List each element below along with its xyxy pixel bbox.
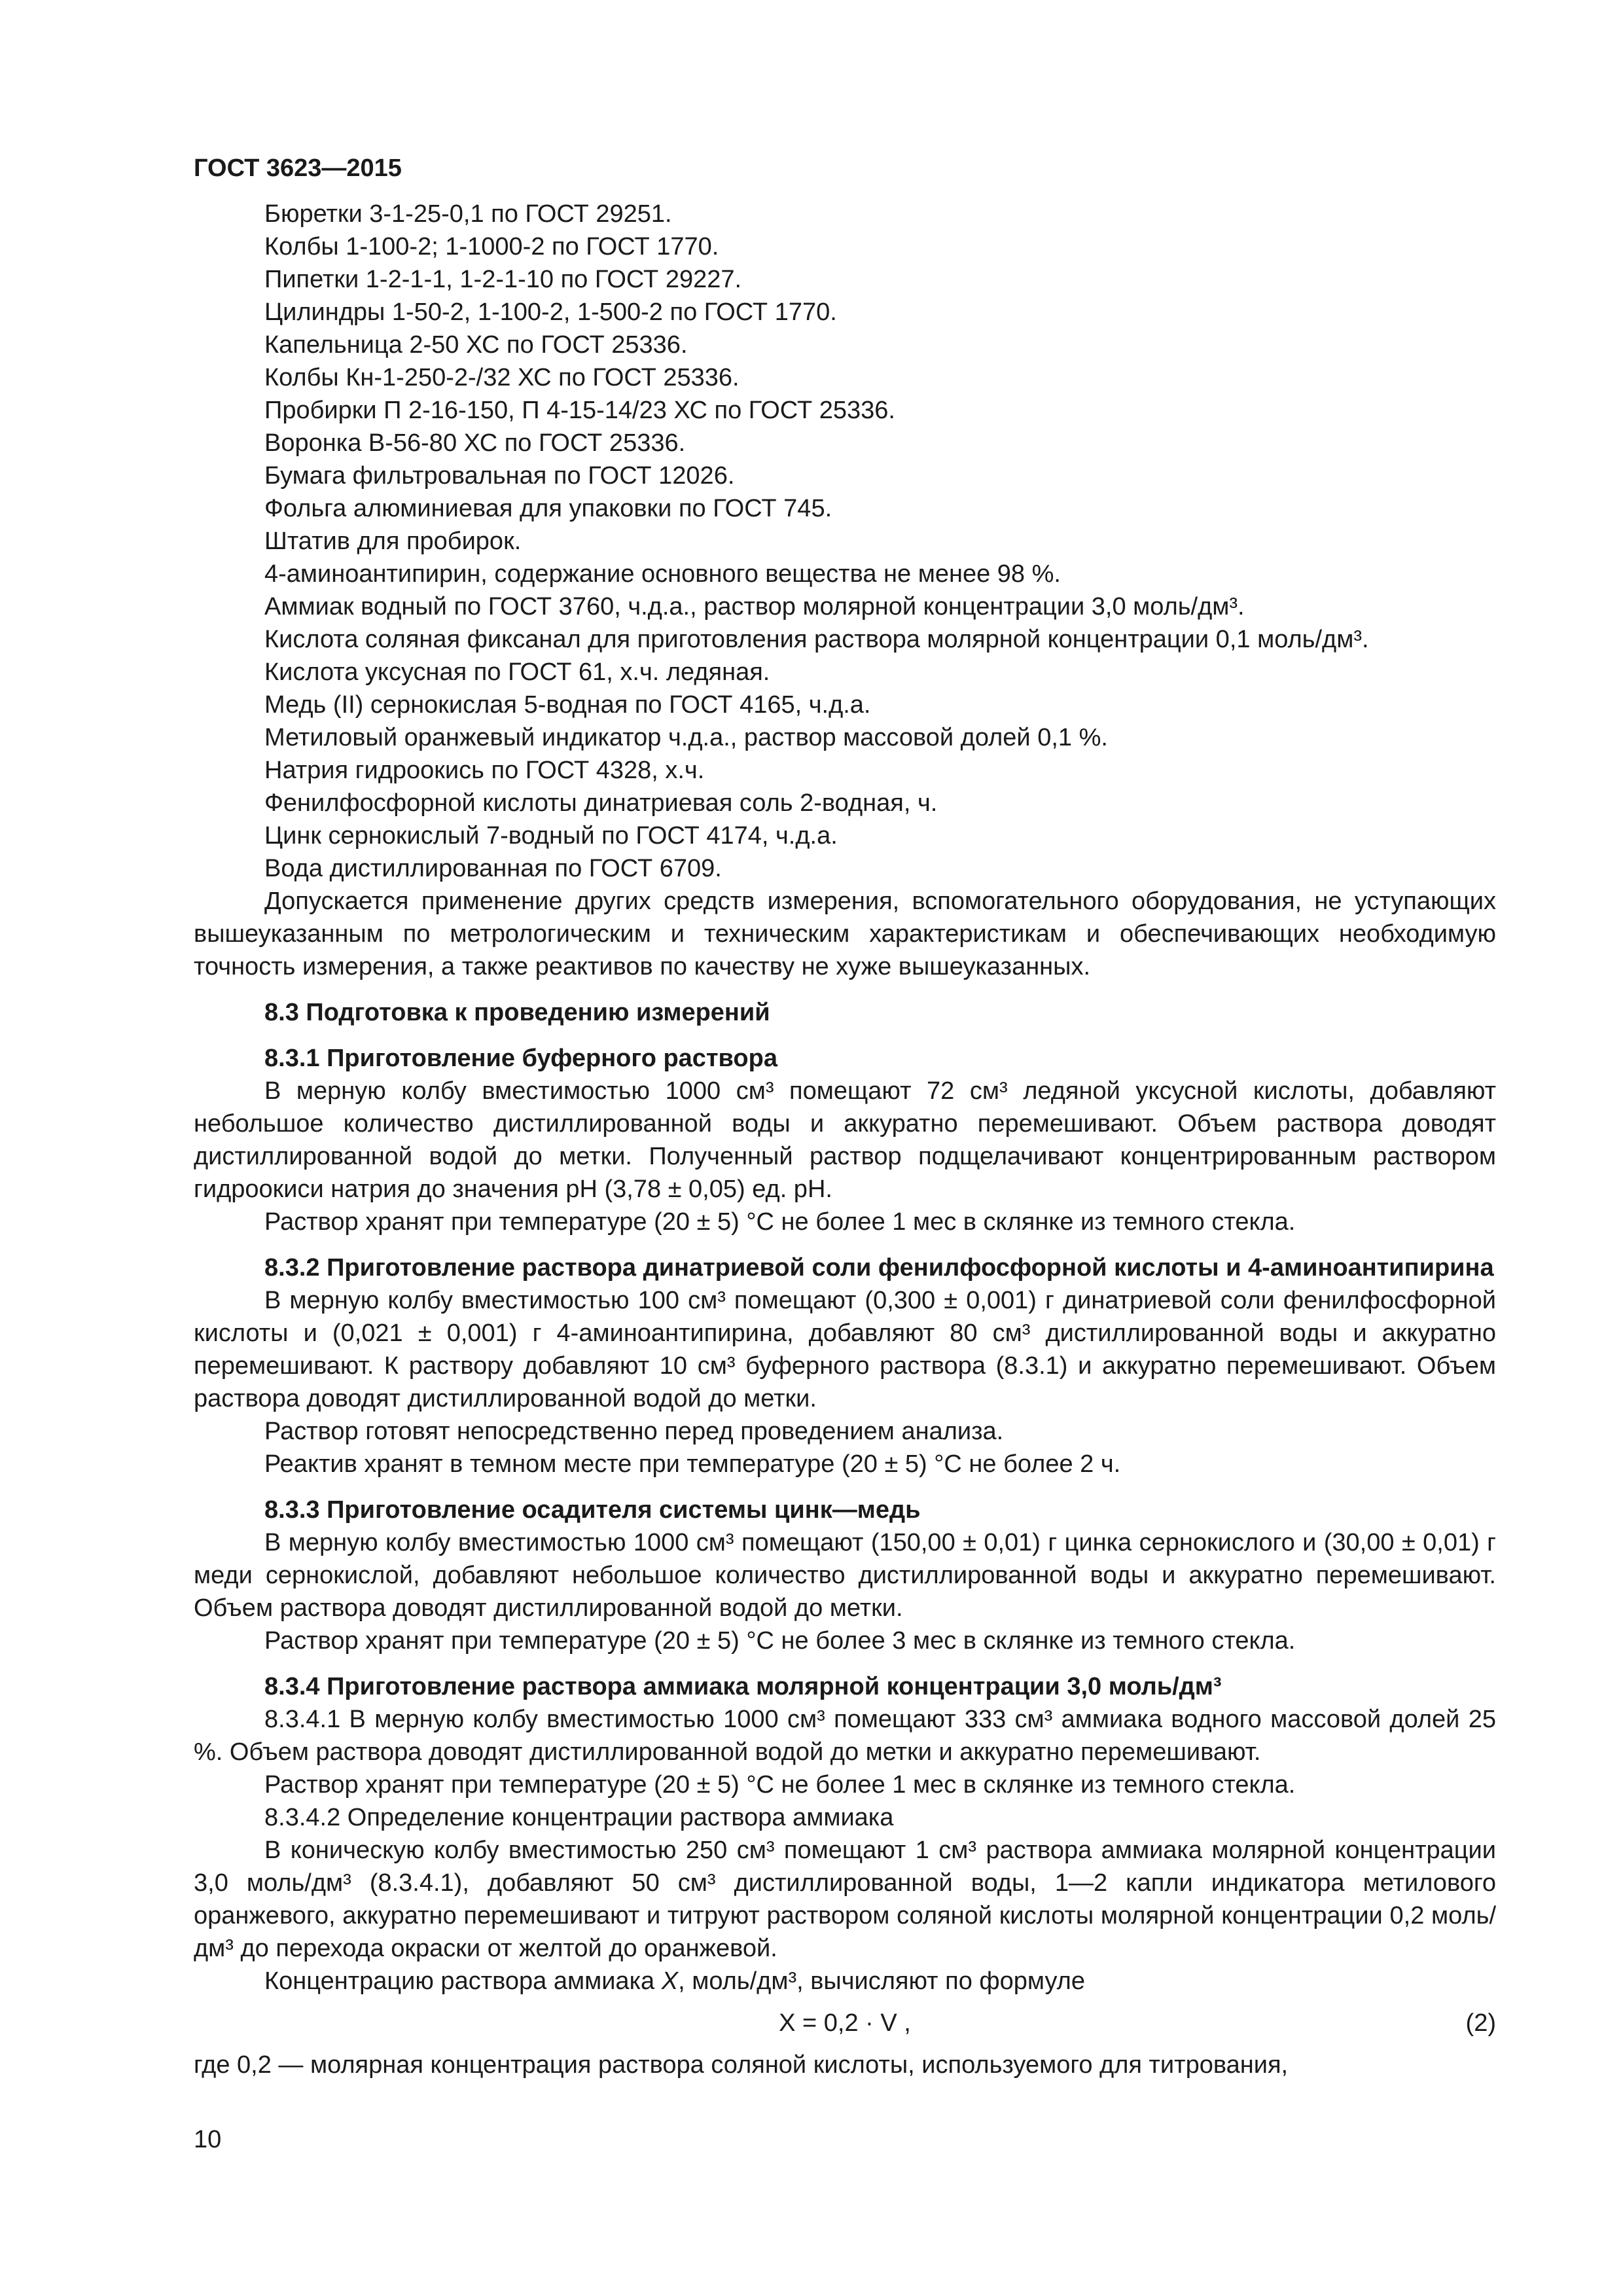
section-8-3-heading: 8.3 Подготовка к проведению измерений <box>264 999 770 1026</box>
formula-2 <box>194 2007 1496 2039</box>
section-8-3-4-storage: Раствор хранят при температуре (20 ± 5) °C не более 1 мес в склянке из темного стекла. <box>264 1771 1296 1799</box>
where-paragraph: где 0,2 — молярная концентрация раствора соляной кислоты, используемого для титрования, <box>194 2051 1289 2079</box>
equipment-item: Капельница 2-50 ХС по ГОСТ 25336. <box>264 331 688 359</box>
equipment-item: Кислота уксусная по ГОСТ 61, х.ч. ледяная. <box>264 658 770 686</box>
equipment-item: Медь (II) сернокислая 5-водная по ГОСТ 4165, ч.д.а. <box>264 691 871 719</box>
equipment-item: Цинк сернокислый 7-водный по ГОСТ 4174, ч.д.а. <box>264 822 838 850</box>
equipment-item: Бумага фильтровальная по ГОСТ 12026. <box>264 462 735 490</box>
equipment-item: Штатив для пробирок. <box>264 528 522 555</box>
section-8-3-3-text: В мерную колбу вместимостью 1000 см³ помещают (150,00 ± 0,01) г цинка сернокислого и (30,00 ± 0,01) г меди сернокислой, добавляют небольшое количество дистиллированной воды и аккуратно перемешивают. Объем раствора доводят дистиллированной водой до метки. <box>194 1529 1496 1622</box>
calc-variable: X <box>661 1967 679 1995</box>
equipment-item: Фольга алюминиевая для упаковки по ГОСТ 745. <box>264 495 832 522</box>
equipment-item: Воронка В-56-80 ХС по ГОСТ 25336. <box>264 429 686 457</box>
section-8-3-2-text: В мерную колбу вместимостью 100 см³ помещают (0,300 ± 0,001) г динатриевой соли фенилфосфорной кислоты и (0,021 ± 0,001) г 4-аминоантипирина, добавляют 80 см³ дистиллированной воды и аккуратно перемешивают. К раствору добавляют 10 см³ буферного раствора (8.3.1) и аккуратно перемешивают. Объем раствора доводят дистиллированной водой до метки. <box>194 1287 1496 1412</box>
section-8-3-2-prep: Раствор готовят непосредственно перед проведением анализа. <box>264 1418 1004 1445</box>
equipment-item: Натрия гидроокись по ГОСТ 4328, х.ч. <box>264 757 705 784</box>
equipment-item: Цилиндры 1-50-2, 1-100-2, 1-500-2 по ГОСТ 1770. <box>264 298 837 326</box>
equipment-item: Пробирки П 2-16-150, П 4-15-14/23 ХС по ГОСТ 25336. <box>264 397 895 424</box>
equipment-list <box>194 198 1496 885</box>
equipment-item: Аммиак водный по ГОСТ 3760, ч.д.а., раствор молярной концентрации 3,0 моль/дм³. <box>264 593 1245 620</box>
equipment-item: Колбы Кн-1-250-2-/32 ХС по ГОСТ 25336. <box>264 364 740 391</box>
equipment-item: Вода дистиллированная по ГОСТ 6709. <box>264 855 722 882</box>
equipment-item: Колбы 1-100-2; 1-1000-2 по ГОСТ 1770. <box>264 233 719 260</box>
section-8-3-2-heading: 8.3.2 Приготовление раствора динатриевой соли фенилфосфорной кислоты и 4-аминоантипирина <box>264 1254 1494 1282</box>
formula-expression: X = 0,2 · V , <box>779 2009 911 2037</box>
section-8-3-4-2-heading: 8.3.4.2 Определение концентрации раствора аммиака <box>264 1804 894 1831</box>
formula-number: (2) <box>1465 2009 1496 2037</box>
section-8-3-1-text: В мерную колбу вместимостью 1000 см³ помещают 72 см³ ледяной уксусной кислоты, добавляют небольшое количество дистиллированной воды и аккуратно перемешивают. Объем раствора доводят дистиллированной водой до метки. Полученный раствор подщелачивают концентрированным раствором гидроокиси натрия до значения pH (3,78 ± 0,05) ед. pH. <box>194 1077 1496 1203</box>
section-8-3-4-heading: 8.3.4 Приготовление раствора аммиака молярной концентрации 3,0 моль/дм³ <box>264 1673 1222 1700</box>
document-body <box>194 198 1496 2081</box>
section-8-3-3-storage: Раствор хранят при температуре (20 ± 5) °C не более 3 мес в склянке из темного стекла. <box>264 1627 1296 1655</box>
calculation-intro <box>194 1965 1496 1998</box>
equipment-item: Кислота соляная фиксанал для приготовления раствора молярной концентрации 0,1 моль/дм³. <box>264 626 1369 653</box>
section-8-3-1-storage: Раствор хранят при температуре (20 ± 5) °C не более 1 мес в склянке из темного стекла. <box>264 1208 1296 1236</box>
equipment-item: Фенилфосфорной кислоты динатриевая соль 2-водная, ч. <box>264 789 938 817</box>
standard-designation: ГОСТ 3623—2015 <box>194 154 402 182</box>
calc-pre: Концентрацию раствора аммиака <box>264 1967 662 1995</box>
section-8-3-4-1-text: 8.3.4.1 В мерную колбу вместимостью 1000 см³ помещают 333 см³ аммиака водного массовой долей 25 %. Объем раствора доводят дистиллированной водой до метки и аккуратно перемешивают. <box>194 1706 1496 1766</box>
equipment-item: Метиловый оранжевый индикатор ч.д.а., раствор массовой долей 0,1 %. <box>264 724 1108 751</box>
section-8-3-3-heading: 8.3.3 Приготовление осадителя системы цинк—медь <box>264 1496 921 1524</box>
equipment-item: 4-аминоантипирин, содержание основного вещества не менее 98 %. <box>264 560 1061 588</box>
equipment-item: Пипетки 1-2-1-1, 1-2-1-10 по ГОСТ 29227. <box>264 266 742 293</box>
section-8-3-2-storage: Реактив хранят в темном месте при температуре (20 ± 5) °C не более 2 ч. <box>264 1450 1121 1478</box>
allowance-paragraph: Допускается применение других средств измерения, вспомогательного оборудования, не уступающих вышеуказанным по метрологическим и техническим характеристикам и обеспечивающих необходимую точность измерения, а также реактивов по качеству не хуже вышеуказанных. <box>194 888 1496 980</box>
section-8-3-1-heading: 8.3.1 Приготовление буферного раствора <box>264 1045 777 1072</box>
calc-post: , моль/дм³, вычисляют по формуле <box>678 1967 1085 1995</box>
section-8-3-4-2-text: В коническую колбу вместимостью 250 см³ помещают 1 см³ раствора аммиака молярной концентрации 3,0 моль/дм³ (8.3.4.1), добавляют 50 см³ дистиллированной воды, 1—2 капли индикатора метилового оранжевого, аккуратно перемешивают и титруют раствором соляной кислоты молярной концентрации 0,2 моль/дм³ до перехода окраски от желтой до оранжевой. <box>194 1837 1496 1962</box>
equipment-item: Бюретки 3-1-25-0,1 по ГОСТ 29251. <box>264 200 672 228</box>
page-number: 10 <box>194 2126 222 2153</box>
